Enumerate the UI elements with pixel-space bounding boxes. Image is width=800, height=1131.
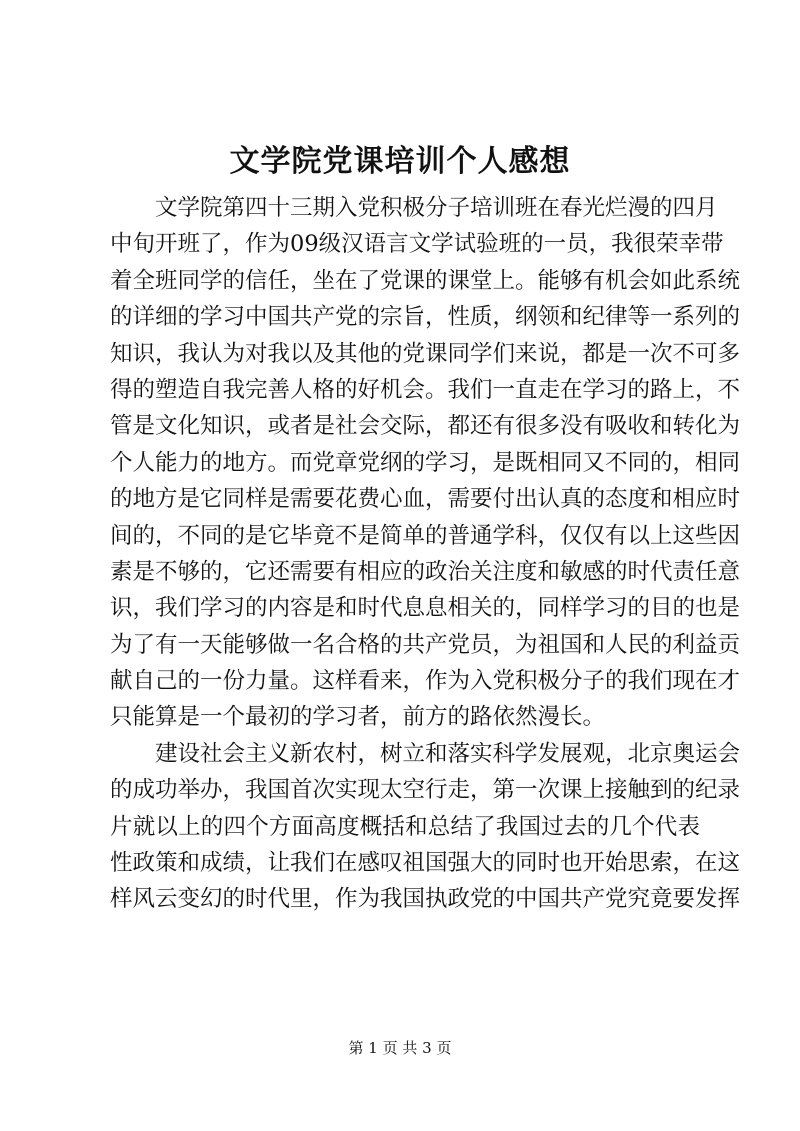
- paragraph-line: 片就以上的四个方面高度概括和总结了我国过去的几个代表: [110, 813, 700, 840]
- paragraph-line: 知识，我认为对我以及其他的党课同学们来说，都是一次不可多: [110, 340, 741, 367]
- paragraph-line: 文学院第四十三期入党积极分子培训班在春光烂漫的四月: [155, 195, 718, 221]
- paragraph-line: 着全班同学的信任，坐在了党课的课堂上。能够有机会如此系统: [110, 267, 741, 294]
- paragraph-line: 的详细的学习中国共产党的宗旨，性质，纲领和纪律等一系列的: [110, 304, 741, 331]
- paragraph-line: 的地方是它同样是需要花费心血，需要付出认真的态度和相应时: [110, 486, 741, 513]
- paragraph-line: 识，我们学习的内容是和时代息息相关的，同样学习的目的也是: [110, 595, 741, 622]
- paragraph-line: 个人能力的地方。而党章党纲的学习，是既相同又不同的，相同: [110, 449, 741, 476]
- paragraph-2: [110, 736, 741, 918]
- paragraph-line: 性政策和成绩，让我们在感叹祖国强大的同时也开始思索，在这: [110, 850, 741, 877]
- document-body: [110, 190, 741, 918]
- paragraph-line: 得的塑造自我完善人格的好机会。我们一直走在学习的路上，不: [110, 376, 741, 403]
- paragraph-line: 建设社会主义新农村，树立和落实科学发展观，北京奥运会: [155, 740, 741, 767]
- paragraph-line: 献自己的一份力量。这样看来，作为入党积极分子的我们现在才: [110, 668, 741, 695]
- paragraph-line: 中旬开班了，作为09级汉语言文学试验班的一员，我很荣幸带: [110, 231, 724, 258]
- paragraph-line: 的成功举办，我国首次实现太空行走，第一次课上接触到的纪录: [110, 777, 741, 804]
- document-title: 文学院党课培训个人感想: [229, 144, 571, 179]
- paragraph-line: 素是不够的，它还需要有相应的政治关注度和敏感的时代责任意: [110, 558, 741, 585]
- paragraph-line: 间的，不同的是它毕竟不是简单的普通学科，仅仅有以上这些因: [110, 522, 741, 549]
- page-number-footer: 第 1 页 共 3 页: [348, 1039, 452, 1057]
- paragraph-1: [110, 190, 741, 736]
- paragraph-line: 管是文化知识，或者是社会交际，都还有很多没有吸收和转化为: [110, 413, 741, 440]
- paragraph-line: 只能算是一个最初的学习者，前方的路依然漫长。: [110, 704, 606, 731]
- paragraph-line: 为了有一天能够做一名合格的共产党员，为祖国和人民的利益贡: [110, 631, 741, 658]
- paragraph-line: 样风云变幻的时代里，作为我国执政党的中国共产党究竟要发挥: [110, 886, 741, 913]
